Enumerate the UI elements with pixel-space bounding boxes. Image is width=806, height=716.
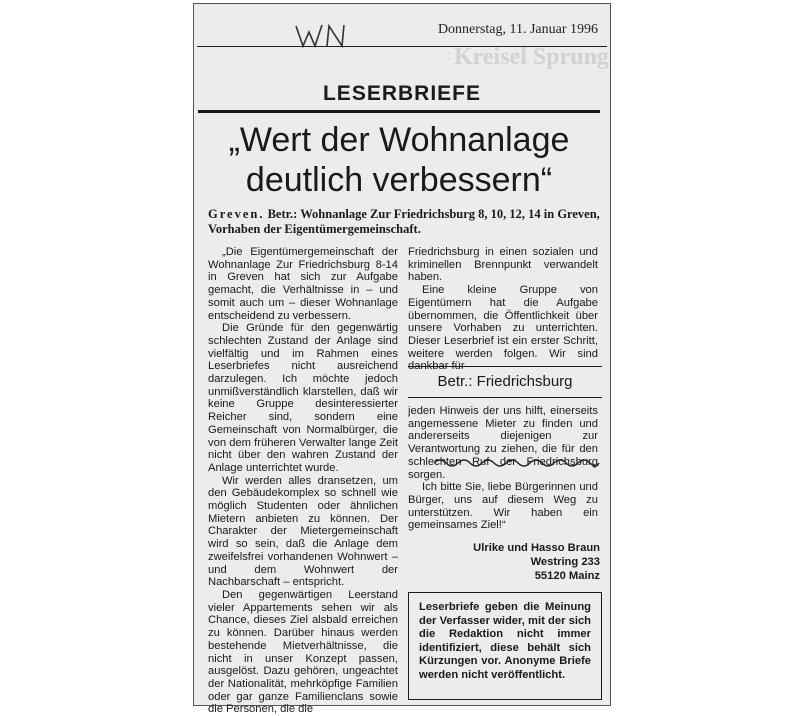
show-through-text: Kreisel Sprung — [454, 44, 609, 70]
author-city: 55120 Mainz — [534, 570, 600, 582]
paragraph: Eine kleine Gruppe von Eigentümern hat die Aufgabe übernommen, die Öffentlichkeit über unsere Vorhaben zu unterrichten. Dieser Leserbrief ist ein erster Schritt, weitere werden folgen. Wir sind dankbar für — [408, 284, 598, 373]
paragraph: Wir werden alles dransetzen, um den Gebäudekomplex so schnell wie möglich Studenten oder ähnlichen Mietern anbieten zu können. Der Charakter der Mietergemeinschaft wird so sein, daß die Anlage dem zweifelsfrei vorhandenen Wohnwert – und dem Wohnwert der Nachbarschaft – entspricht. — [208, 474, 398, 589]
author-street: Westring 233 — [530, 556, 600, 568]
section-heading: LESERBRIEFE — [322, 82, 482, 105]
paragraph: Den gegenwärtigen Leerstand vieler Appartements sehen wir als Chance, dieses Ziel alsbald erreichen zu können. Darüber hinaus werden bestehende Mietverhältnisse, die nicht in unser Konzept passen, ausgelöst. Dazu gehören, ungeachtet der Nationalität, mehrköpfige Familien oder gar ganze Familienclans sowie die Personen, die die — [208, 588, 398, 716]
handwritten-wavy-underline — [434, 457, 599, 469]
section-rule — [198, 110, 600, 113]
article-lead — [208, 207, 600, 237]
lead-place: Greven. — [208, 207, 265, 221]
paragraph: Ich bitte Sie, liebe Bürgerinnen und Bürger, uns auf diesem Weg zu unterstützen. Wir haben ein gemeinsames Ziel!“ — [408, 481, 598, 532]
right-column-top — [408, 246, 598, 373]
paragraph: „Die Eigentümergemeinschaft der Wohnanlage Zur Friedrichsburg 8-14 in Greven hat sich zur Aufgabe gemacht, die Verhältnisse in – und somit auch um – dieser Wohnanlage entscheidend zu verbessern. — [208, 246, 398, 322]
headline — [198, 120, 600, 200]
disclaimer-box: Leserbriefe geben die Meinung der Verfasser wider, mit der sich die Redaktion nicht immer identifiziert, diese behält sich Kürzungen vor. Anonyme Briefe werden nicht veröffentlicht. — [408, 592, 602, 700]
paragraph: Die Gründe für den gegenwärtig schlechten Zustand der Anlage sind vielfältig und im Rahmen eines Leserbriefes nicht ausreichend darzulegen. Ich möchte jedoch unmißverständlich klarstellen, daß wir keine Gruppe desinteressierter Reicher sind, sondern eine Gemeinschaft von Normalbürger, die von dem früheren Verwalter lange Zeit nicht über den wahren Zustand der Anlage unterrichtet wurde. — [208, 322, 398, 474]
left-column — [208, 246, 398, 716]
sub-heading: Betr.: Friedrichsburg — [408, 366, 602, 398]
paragraph: jeden Hinweis der uns hilft, einerseits angemessene Mieter zu finden und andererseits diejenigen zur Verantwortung zu ziehen, die für den schlechten Ruf der Friedrichsburg sorgen. — [408, 405, 598, 481]
publication-date: Donnerstag, 11. Januar 1996 — [437, 22, 598, 37]
letter-signature — [473, 541, 600, 583]
newspaper-clipping — [193, 3, 611, 716]
author-name: Ulrike und Hasso Braun — [473, 542, 600, 554]
paragraph: Friedrichsburg in einen sozialen und kriminellen Brennpunkt verwandelt haben. — [408, 246, 598, 284]
headline-line: deutlich verbessern“ — [245, 161, 553, 199]
headline-line: „Wert der Wohnanlage — [228, 121, 570, 159]
lead-text: Betr.: Wohnanlage Zur Friedrichsburg 8, 10, 12, 14 in Greven, Vorhaben der Eigentümergemeinschaft. — [208, 207, 600, 236]
